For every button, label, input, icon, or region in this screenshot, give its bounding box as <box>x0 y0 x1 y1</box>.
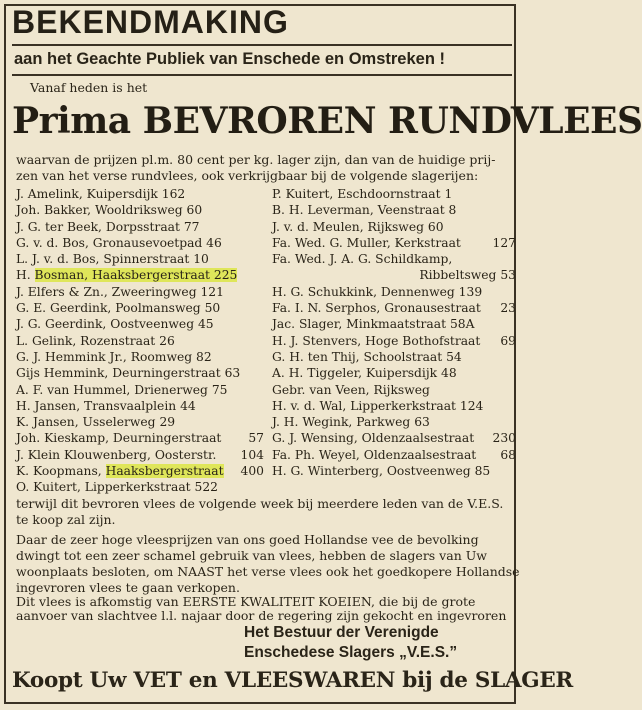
divider <box>12 44 512 46</box>
butcher-entry <box>272 300 516 316</box>
butcher-number: Ribbeltsweg 53 <box>419 268 516 283</box>
butcher-name: Fa. Ph. Weyel, Oldenzaalsestraat <box>272 447 477 462</box>
butcher-entry <box>16 300 264 316</box>
butcher-number: 230 <box>492 431 516 446</box>
butcher-entry <box>272 186 516 202</box>
member-line: te koop zal zijn. <box>16 512 116 527</box>
butcher-entry <box>272 284 516 300</box>
butcher-name: H. v. d. Wal, Lipperkerkstraat 124 <box>272 398 484 413</box>
explain-line: woonplaats besloten, om NAAST het verse vlees ook het goedkopere Hollandse <box>16 564 520 579</box>
butcher-name: Gijs Hemmink, Deurningerstraat 63 <box>16 366 241 381</box>
butcher-name: J. Klein Klouwenberg, Oosterstr. <box>16 447 217 462</box>
explain-line: Daar de zeer hoge vleesprijzen van ons goed Hollandse vee de bevolking <box>16 532 479 547</box>
butcher-entry <box>16 414 264 430</box>
butcher-number: 68 <box>500 447 516 462</box>
explain-line: dwingt tot een zeer schamel gebruik van vlees, hebben de slagers van Uw <box>16 548 487 563</box>
butcher-entry <box>16 430 264 446</box>
butcher-entry <box>272 267 516 283</box>
butcher-name: L. Gelink, Rozenstraat 26 <box>16 333 175 348</box>
butcher-entry <box>272 382 516 398</box>
butcher-name: G. E. Geerdink, Poolmansweg 50 <box>16 301 221 316</box>
butcher-entry <box>272 235 516 251</box>
butcher-entry <box>16 202 264 218</box>
butcher-list-right <box>272 186 516 479</box>
butcher-entry <box>272 430 516 446</box>
intro-line: Vanaf heden is het <box>30 80 148 95</box>
butcher-name: Jac. Slager, Minkmaatstraat 58A <box>272 317 475 332</box>
butcher-number: 57 <box>248 431 264 446</box>
butcher-name: Joh. Kieskamp, Deurningerstraat <box>16 431 222 446</box>
butcher-entry <box>16 267 264 283</box>
butcher-name: H. G. Schukkink, Dennenweg 139 <box>272 284 483 299</box>
body-line: waarvan de prijzen pl.m. 80 cent per kg. lager zijn, dan van de huidige prij- <box>16 152 496 167</box>
butcher-name: Gebr. van Veen, Rijksweg <box>272 382 430 397</box>
butcher-number: 127 <box>492 235 516 250</box>
butcher-entry <box>272 447 516 463</box>
butcher-name: J. G. ter Beek, Dorpsstraat 77 <box>16 219 200 234</box>
butcher-name: K. Koopmans, <box>16 464 106 479</box>
butcher-entry <box>16 398 264 414</box>
highlighted-address: Haaksbergerstraat <box>105 464 224 479</box>
butcher-entry <box>272 202 516 218</box>
signature-line: Het Bestuur der Verenigde <box>244 624 439 641</box>
butcher-name: J. v. d. Meulen, Rijksweg 60 <box>272 219 444 234</box>
butcher-number: 400 <box>240 464 264 479</box>
butcher-name: A. F. van Hummel, Drienerweg 75 <box>16 382 228 397</box>
butcher-entry <box>272 349 516 365</box>
butcher-entry <box>272 219 516 235</box>
member-line: terwijl dit bevroren vlees de volgende week bij meerdere leden van de V.E.S. <box>16 496 504 511</box>
butcher-entry <box>16 316 264 332</box>
butcher-name: H. J. Stenvers, Hoge Bothofstraat <box>272 333 481 348</box>
explain-line: ingevroren vlees te gaan verkopen. <box>16 580 240 595</box>
butcher-entry <box>16 186 264 202</box>
butcher-name: H. <box>16 268 35 283</box>
butcher-number: 104 <box>240 447 264 462</box>
butcher-name: K. Jansen, Usselerweg 29 <box>16 415 176 430</box>
butcher-entry <box>272 414 516 430</box>
butcher-entry <box>272 251 516 267</box>
ad-subtitle: aan het Geachte Publiek van Enschede en Omstreken ! <box>14 50 445 68</box>
butcher-name: Fa. I. N. Serphos, Gronausestraat <box>272 301 481 316</box>
butcher-name: J. Amelink, Kuipersdijk 162 <box>16 187 186 201</box>
butcher-name: J. H. Wegink, Parkweg 63 <box>272 415 430 430</box>
butcher-entry <box>16 447 264 463</box>
butcher-entry <box>16 333 264 349</box>
ad-title: BEKENDMAKING <box>12 4 289 40</box>
butcher-name: A. H. Tiggeler, Kuipersdijk 48 <box>272 366 457 381</box>
headline: Prima BEVROREN RUNDVLEES <box>12 100 642 142</box>
butcher-name: Fa. Wed. G. Muller, Kerkstraat <box>272 235 461 250</box>
divider <box>12 74 512 76</box>
butcher-name: Fa. Wed. J. A. G. Schildkamp, <box>272 252 453 267</box>
butcher-name: H. G. Winterberg, Oostveenweg 85 <box>272 464 491 479</box>
butcher-entry <box>272 398 516 414</box>
butcher-entry <box>16 251 264 267</box>
butcher-name: G. H. ten Thij, Schoolstraat 54 <box>272 349 462 364</box>
body-line: zen van het verse rundvlees, ook verkrijgbaar bij de volgende slagerijen: <box>16 168 479 183</box>
butcher-name: B. H. Leverman, Veenstraat 8 <box>272 203 457 218</box>
footer-slogan: Koopt Uw VET en VLEESWAREN bij de SLAGER <box>12 668 573 693</box>
butcher-name: G. J. Hemmink Jr., Roomweg 82 <box>16 349 212 364</box>
butcher-entry <box>272 333 516 349</box>
butcher-entry <box>272 463 516 479</box>
butcher-number: 69 <box>500 333 516 348</box>
butcher-name: Joh. Bakker, Wooldriksweg 60 <box>16 203 203 218</box>
butcher-entry <box>16 284 264 300</box>
butcher-name: H. Jansen, Transvaalplein 44 <box>16 398 196 413</box>
butcher-entry <box>16 463 264 479</box>
butcher-list-left <box>16 186 264 496</box>
butcher-name: P. Kuitert, Eschdoornstraat 1 <box>272 187 453 201</box>
butcher-entry <box>16 382 264 398</box>
explain-line: aanvoer van slachtvee l.l. najaar door de regering zijn gekocht en ingevroren <box>16 608 507 623</box>
butcher-name: J. G. Geerdink, Oostveenweg 45 <box>16 317 214 332</box>
butcher-number: 23 <box>500 301 516 316</box>
highlighted-address: Bosman, Haaksbergerstraat 225 <box>34 268 238 283</box>
butcher-name: O. Kuitert, Lipperkerkstraat 522 <box>16 480 218 495</box>
butcher-entry <box>16 479 264 495</box>
butcher-entry <box>272 316 516 332</box>
explain-line: Dit vlees is afkomstig van EERSTE KWALITEIT KOEIEN, die bij de grote <box>16 594 476 609</box>
butcher-entry <box>16 365 264 381</box>
butcher-name: J. Elfers & Zn., Zweeringweg 121 <box>16 284 224 299</box>
butcher-entry <box>16 235 264 251</box>
butcher-entry <box>16 349 264 365</box>
butcher-entry <box>272 365 516 381</box>
butcher-entry <box>16 219 264 235</box>
butcher-name: G. J. Wensing, Oldenzaalsestraat <box>272 431 475 446</box>
butcher-name: G. v. d. Bos, Gronausevoetpad 46 <box>16 235 222 250</box>
signature-line: Enschedese Slagers „V.E.S.” <box>244 644 458 661</box>
butcher-name: L. J. v. d. Bos, Spinnerstraat 10 <box>16 252 209 267</box>
